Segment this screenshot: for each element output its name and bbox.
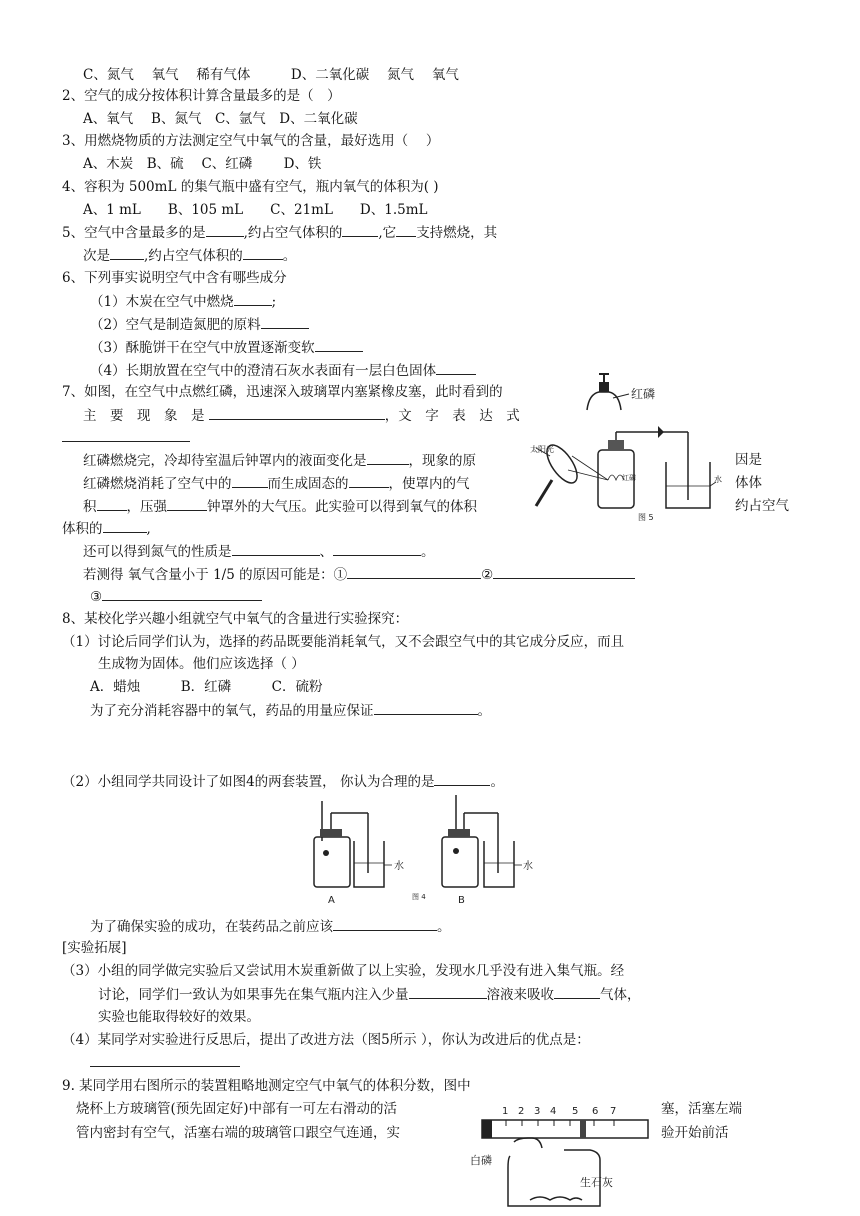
q7-text-d: ，现象的原 [408, 453, 476, 469]
q7-text-m: 约占空气 [735, 498, 789, 514]
blank[interactable] [167, 497, 207, 511]
q5-text-c: ,它 [378, 225, 397, 241]
question-8-1-options: A．蜡烛 B．红磷 C．硫粉 [90, 679, 323, 695]
label-white-phosphorus: 白磷 [470, 1154, 492, 1167]
blank[interactable] [315, 338, 363, 352]
q9-text-d: 验开始前活 [661, 1125, 729, 1141]
q8-text-e: 为了确保实验的成功，在装药品之前应该 [90, 919, 333, 935]
blank[interactable] [374, 701, 478, 715]
question-6-1 [90, 292, 276, 311]
q7-text-h: ，使罩内的气 [388, 476, 470, 492]
q5-text-b: ,约占空气体积的 [243, 225, 343, 241]
question-8-4: （4）某同学对实验进行反思后，提出了改进方法（图5所示 ），你认为改进后的优点是： [62, 1032, 590, 1048]
q6-2-text: （2）空气是制造氮肥的原料 [90, 317, 261, 333]
figure-q9 [468, 1098, 654, 1212]
q7-text-q: 、 [319, 544, 333, 560]
q5-text-g: 。 [282, 248, 297, 264]
blank[interactable] [102, 587, 262, 601]
scale-7: 7 [610, 1106, 617, 1117]
q7-text-e: 因是 [735, 452, 762, 468]
figure-4 [308, 793, 538, 911]
blank[interactable] [232, 474, 268, 488]
label-water-a: 水 [394, 861, 404, 872]
blank[interactable] [90, 1053, 240, 1067]
question-6-2 [90, 315, 309, 334]
q7-text-t: ② [481, 567, 494, 583]
label-water-fig5: 水 [714, 475, 722, 484]
question-3: 3、用燃烧物质的方法测定空气中氧气的含量，最好选用（ ） [62, 133, 440, 149]
q9-text-c: 管内密封有空气，活塞右端的玻璃管口跟空气连通，实 [76, 1125, 400, 1141]
question-7-line9 [83, 565, 635, 584]
scale-5: 5 [572, 1106, 579, 1117]
scale-1: 1 [502, 1106, 509, 1117]
line-option-c-d: C、氮气 氧气 稀有气体 D、二氧化碳 氮气 氧气 [83, 67, 459, 83]
q7-text-i: 体体 [735, 475, 762, 491]
caption-fig4: 图 4 [412, 893, 426, 901]
question-2: 2、空气的成分按体积计算含量最多的是（ ） [62, 88, 341, 104]
blank[interactable] [232, 542, 320, 556]
scale-6: 6 [592, 1106, 599, 1117]
question-6: 6、下列事实说明空气中含有哪些成分 [62, 270, 287, 286]
q5-text-f: ,约占空气体积的 [144, 248, 243, 264]
blank[interactable] [333, 542, 421, 556]
blank[interactable] [333, 917, 437, 931]
q8-text-g: 讨论，同学们一致认为如果事先在集气瓶内注入少量 [98, 987, 409, 1003]
q7-text-u: ③ [90, 589, 103, 605]
question-4-options: A、1 mL B、105 mL C、21mL D、1.5mL [83, 202, 428, 218]
blank[interactable] [554, 985, 600, 999]
blank[interactable] [396, 223, 416, 237]
question-2-options: A、氧气 B、氮气 C、氩气 D、二氧化碳 [83, 111, 358, 127]
blank[interactable] [436, 361, 476, 375]
question-8-4b [90, 1053, 240, 1072]
q8-text-d: 。 [490, 774, 504, 790]
q8-text-a: 为了充分消耗容器中的氧气，药品的用量应保证 [90, 703, 374, 719]
q7-text-o: , [146, 521, 151, 537]
blank[interactable] [209, 406, 385, 420]
question-5-line2 [83, 246, 296, 265]
blank[interactable] [97, 497, 127, 511]
q7-text-s: 若测得 氧气含量小于 1/5 的原因可能是：① [83, 567, 348, 583]
question-4: 4、容积为 500mL 的集气瓶中盛有空气，瓶内氧气的体积为( ) [62, 179, 439, 195]
question-3-options: A、木炭 B、硫 C、红磷 D、铁 [83, 156, 322, 172]
question-7-line2 [83, 406, 520, 425]
q8-text-i: 气体， [600, 987, 641, 1003]
q7-text-g: 而生成固态的 [267, 476, 349, 492]
blank[interactable] [493, 565, 635, 579]
blank[interactable] [62, 428, 190, 442]
blank[interactable] [261, 315, 309, 329]
question-7: 7、如图，在空气中点燃红磷，迅速深入玻璃罩内塞紧橡皮塞，此时看到的 [62, 384, 503, 400]
q7-text-f: 红磷燃烧消耗了空气中的 [83, 476, 232, 492]
label-phosphorus-fig5: 红磷 [622, 474, 636, 482]
question-8-1: （1）讨论后同学们认为，选择的药品既要能消耗氧气，又不会跟空气中的其它成分反应，而且 [62, 634, 625, 650]
blank[interactable] [103, 519, 147, 533]
q5-text-e: 次是 [83, 248, 110, 264]
q6-4-text: （4）长期放置在空气中的澄清石灰水表面有一层白色固体 [90, 363, 437, 379]
question-7-line4 [83, 451, 476, 470]
q9-text-b: 塞，活塞左端 [661, 1101, 742, 1117]
question-8-2b [90, 917, 451, 936]
question-5-line1 [62, 223, 497, 242]
question-8-3: （3）小组的同学做完实验后又尝试用木炭重新做了以上实验，发现水几乎没有进入集气瓶。经 [62, 963, 625, 979]
question-7-line6 [83, 497, 477, 516]
label-red-phosphorus: 红磷 [631, 387, 656, 401]
blank[interactable] [110, 246, 144, 260]
scale-3: 3 [534, 1106, 541, 1117]
question-7-line10 [90, 587, 262, 606]
q7-text-c: 红磷燃烧完，冷却待室温后钟罩内的液面变化是 [83, 453, 367, 469]
q7-text-p: 还可以得到氮气的性质是 [83, 544, 232, 560]
section-extension: [实验拓展] [62, 940, 127, 956]
label-quicklime: 生石灰 [580, 1176, 613, 1189]
blank[interactable] [206, 223, 244, 237]
blank[interactable] [342, 223, 378, 237]
q6-3-text: （3）酥脆饼干在空气中放置逐渐变软 [90, 340, 315, 356]
blank[interactable] [349, 474, 389, 488]
scale-4: 4 [550, 1106, 557, 1117]
blank[interactable] [347, 565, 481, 579]
q7-text-a: 主 要 现 象 是 [83, 408, 205, 424]
q7-text-j: 积 [83, 499, 97, 515]
blank[interactable] [367, 451, 409, 465]
q8-text-f: 。 [437, 919, 451, 935]
q7-text-n: 体积的 [62, 521, 103, 537]
q8-text-c: （2）小组同学共同设计了如图4的两套装置， 你认为合理的是 [62, 774, 435, 790]
blank[interactable] [434, 772, 490, 786]
q9-text-a: 烧杯上方玻璃管(预先固定好)中部有一可左右滑动的活 [76, 1101, 398, 1117]
question-7-line3 [62, 428, 190, 447]
scale-marks [506, 1120, 614, 1126]
question-8-1c [90, 701, 491, 720]
question-8-3c: 实验也能取得较好的效果。 [98, 1009, 260, 1025]
q8-text-b: 。 [477, 703, 491, 719]
question-9: 9. 某同学用右图所示的装置粗略地测定空气中氧气的体积分数，图中 [62, 1078, 471, 1094]
label-sunlight: 太阳光 [530, 445, 554, 454]
q6-1-end: ; [271, 294, 277, 310]
q7-text-l: 钟罩外的大气压。此实验可以得到氧气的体积 [207, 499, 477, 515]
figure-bell-jar [585, 370, 675, 412]
question-8: 8、某校化学兴趣小组就空气中氧气的含量进行实验探究： [62, 611, 409, 627]
figure-5 [528, 410, 724, 522]
caption-fig5: 图 5 [638, 513, 654, 522]
q7-text-b: ，文 字 表 达 式 [384, 408, 520, 424]
q7-text-r: 。 [421, 544, 435, 560]
label-b: B [458, 895, 465, 906]
question-6-3 [90, 338, 363, 357]
blank[interactable] [234, 292, 272, 306]
blank[interactable] [409, 985, 487, 999]
question-6-4 [90, 361, 476, 380]
q8-text-h: 溶液来吸收 [486, 987, 554, 1003]
blank[interactable] [243, 246, 283, 260]
label-water-b: 水 [523, 861, 533, 872]
q6-1-text: （1）木炭在空气中燃烧 [90, 294, 234, 310]
label-a: A [328, 895, 335, 906]
q5-text-a: 5、空气中含量最多的是 [62, 225, 206, 241]
scale-2: 2 [518, 1106, 525, 1117]
question-7-line5 [83, 474, 470, 493]
question-8-1b: 生成物为固体。他们应该选择（ ） [98, 656, 305, 672]
q7-text-k: ，压强 [126, 499, 167, 515]
q5-text-d: 支持燃烧，其 [416, 225, 498, 241]
question-8-2 [62, 772, 504, 791]
question-8-3b [98, 985, 641, 1004]
question-7-line7 [62, 519, 151, 538]
question-7-line8 [83, 542, 435, 561]
